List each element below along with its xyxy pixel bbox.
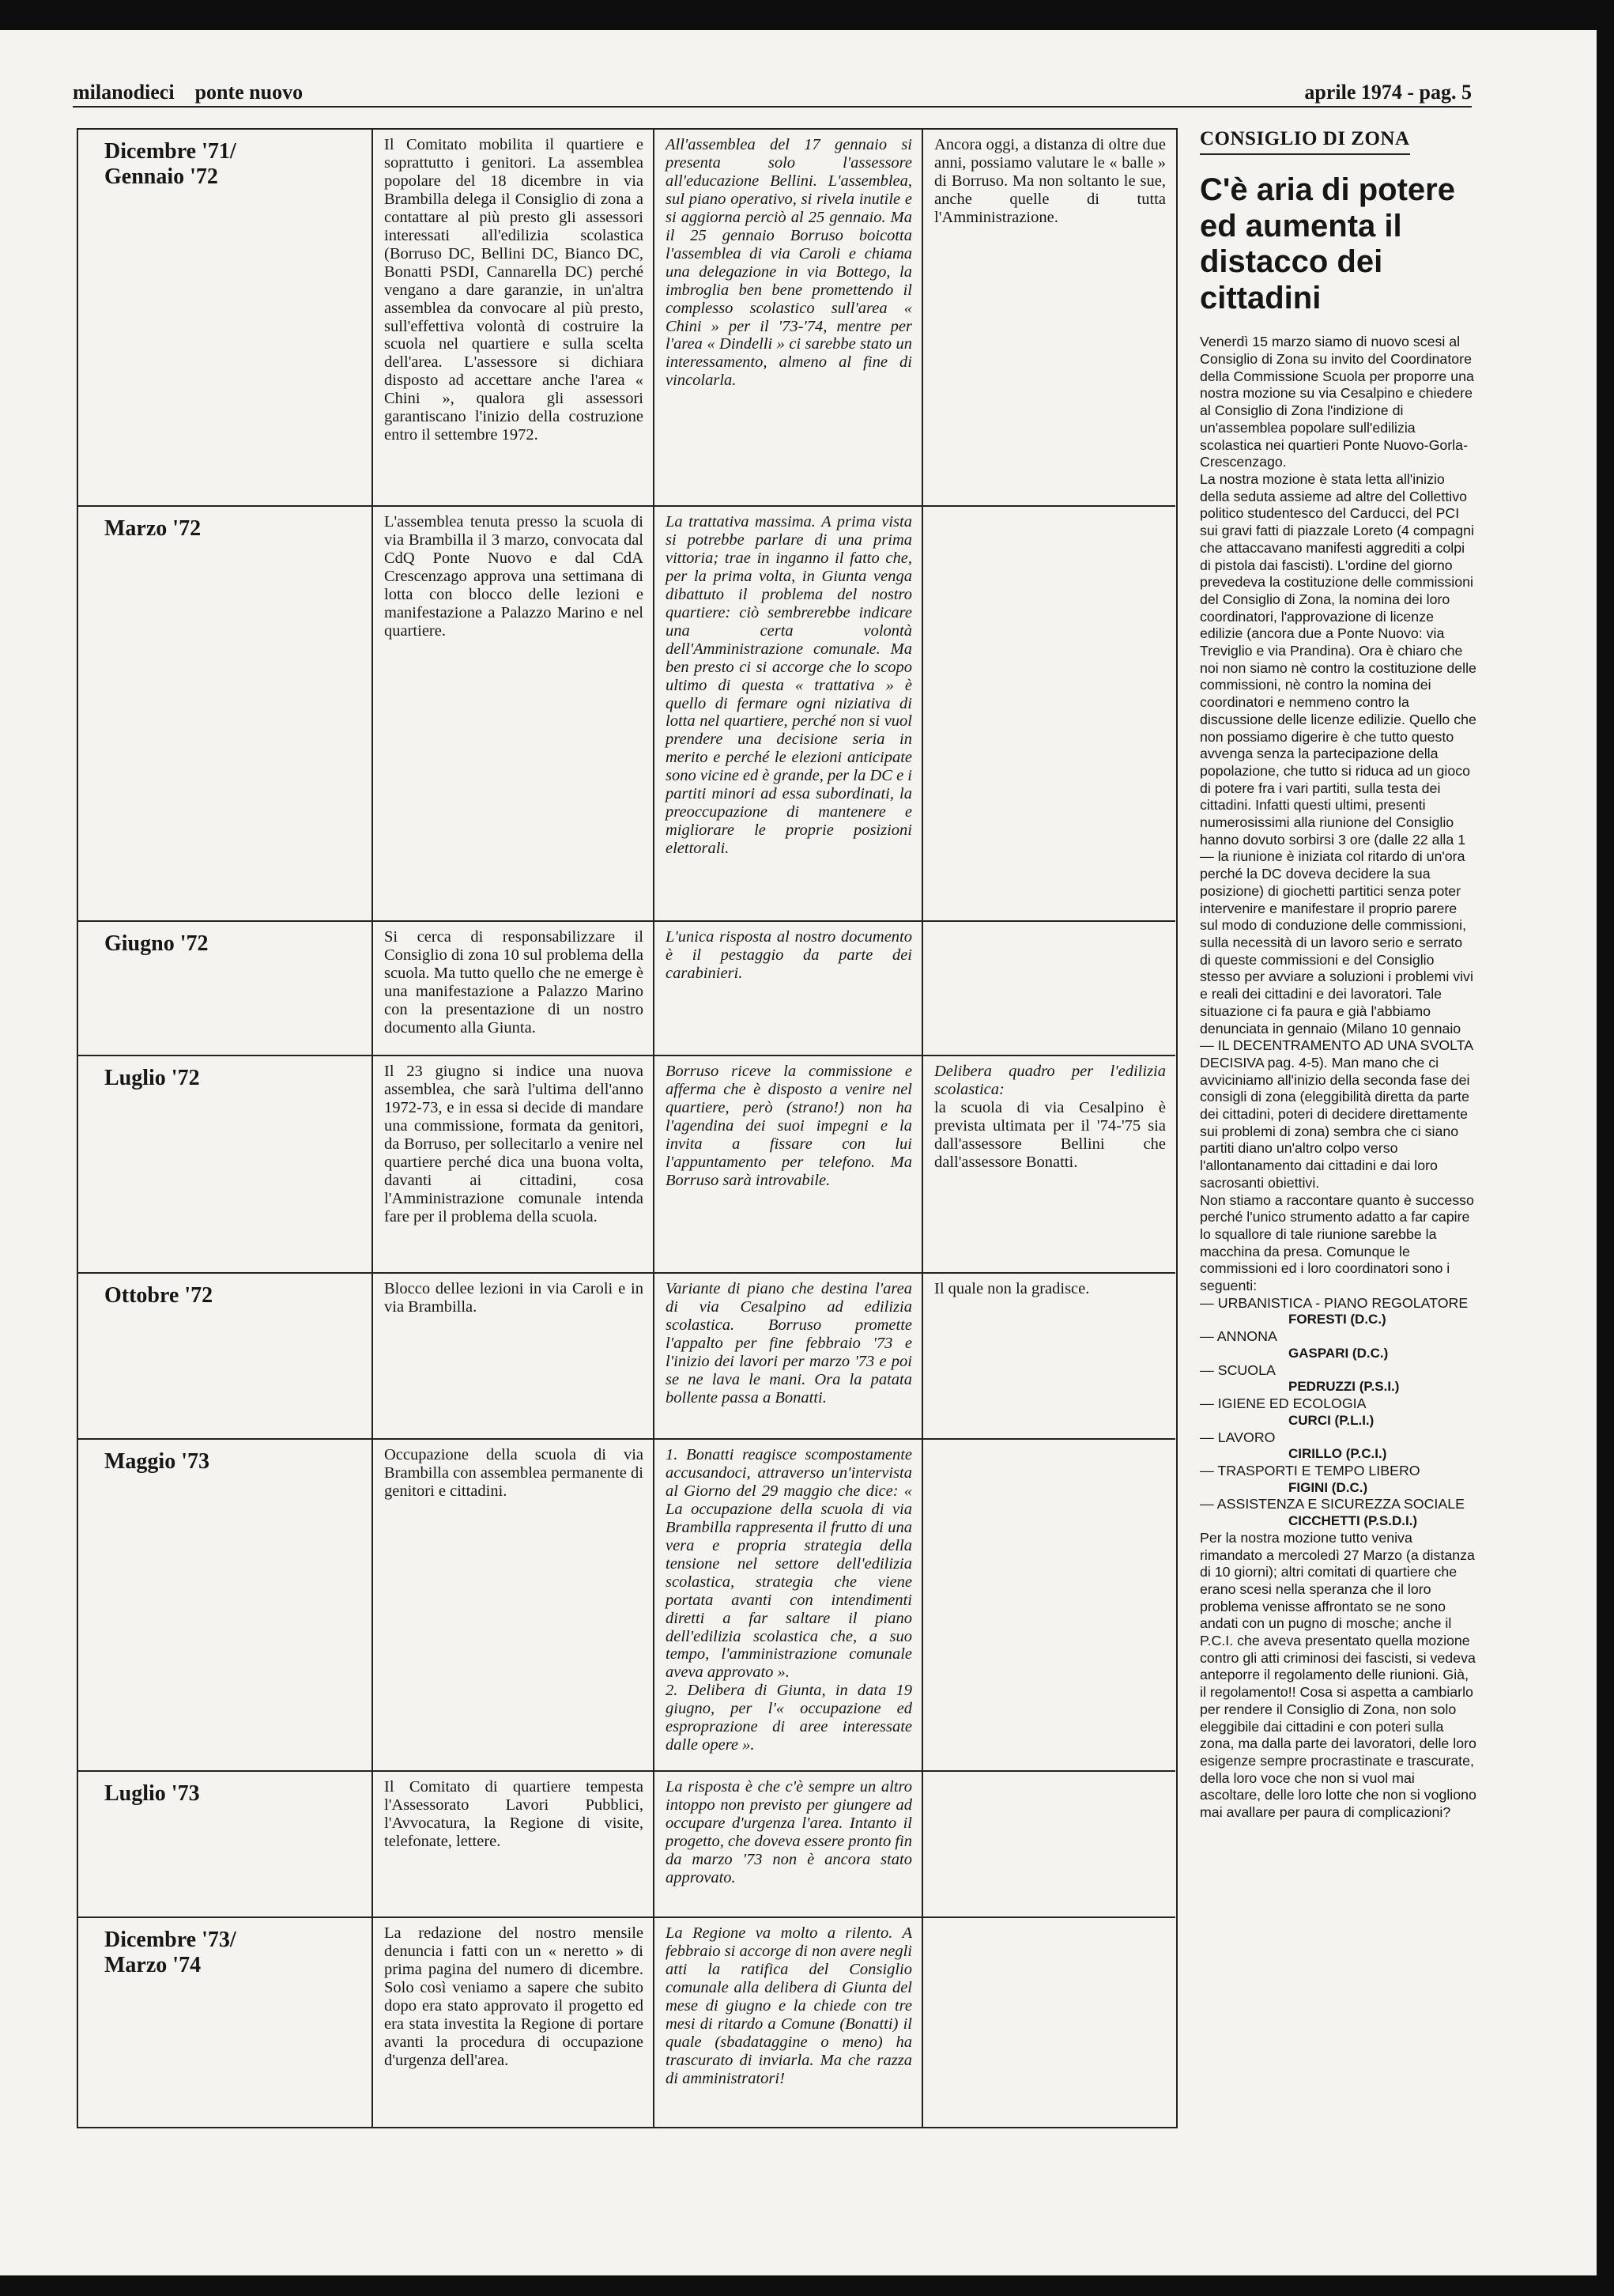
row-date: Ottobre '72 bbox=[78, 1274, 373, 1440]
row-comment: Borruso riceve la commissione e afferma che è disposto a venire nel quartiere, però (strano!) non ha l'agendina dei suoi impegni e la invita a fissare con lui l'appuntamento per telefono. Ma Borruso sarà introvabile. bbox=[654, 1056, 923, 1274]
commission-area: — URBANISTICA - PIANO REGOLATORE bbox=[1200, 1294, 1469, 1311]
article-paragraph: Venerdì 15 marzo siamo di nuovo scesi al Consiglio di Zona su invito del Coordinatore della Commissione Scuola per proporre una nostra mozione su via Cesalpino e chiedere al Consiglio di Zona l'indizione di un'assemblea popolare sull'edilizia scolastica nei quartieri Ponte Nuovo-Gorla-Crescenzago. bbox=[1200, 334, 1474, 470]
page-header bbox=[73, 73, 1472, 104]
row-facts: Si cerca di responsabilizzare il Consiglio di zona 10 sul problema della scuola. Ma tutto quello che ne emerge è una manifestazione a Palazzo Marino con la presentazione di un nostro documento alla Giunta. bbox=[373, 922, 654, 1056]
article-headline: C'è aria di potere ed aumenta il distacco dei cittadini bbox=[1200, 172, 1455, 315]
table-row bbox=[78, 1055, 1175, 1274]
row-facts: L'assemblea tenuta presso la scuola di via Brambilla il 3 marzo, convocata dal CdQ Ponte Nuovo e dal CdA Crescenzago approva una settimana di lotta con blocco delle lezioni e manifestazione a Palazzo Marino e nel quartiere. bbox=[373, 507, 654, 922]
table-row bbox=[78, 920, 1175, 1056]
row-comment: L'unica risposta al nostro documento è il pestaggio da parte dei carabinieri. bbox=[654, 922, 923, 1056]
article-paragraph: La nostra mozione è stata letta all'inizio della seduta assieme ad altre del Collettivo politico studentesco del Carducci, del PCI sui gravi fatti di piazzale Loreto (4 compagni che attaccavano manifesti aggrediti a colpi di pistola dai fascisti). L'ordine del giorno prevedeva la costituzione delle commissioni del Consiglio di Zona, la nomina dei loro coordinatori, l'approvazione di licenze edilizie (ancora due a Ponte Nuovo: via Treviglio e via Prandina). Ora è chiaro che noi non siamo nè contro la costituzione delle commissioni, nè contro la nomina dei coordinatori e nemmeno contro la discussione delle licenze edilizie. Quello che non possiamo digerire è che tutto questo avvenga senza la partecipazione della popolazione, che tutto si riduca ad un gioco di potere fra i vari partiti, sulla testa dei cittadini. Infatti questi ultimi, presenti numerosissimi alla riunione del Consiglio hanno dovuto sorbirsi 3 ore (dalle 22 alla 1 — la riunione è iniziata col ritardo di un'ora perché la DC doveva decidere la sua posizione) di giochetti partitici senza poter intervenire e manifestare il proprio parere sul modo di conduzione delle commissioni, sulla necessità di un lavoro serio e serrato di queste commissioni e del Consiglio stesso per avviare a soluzioni i problemi vivi e reali dei cittadini e dei lavoratori. Tale situazione ci fa paura e già l'abbiamo denunciata in gennaio (Milano 10 gennaio — IL DECENTRAMENTO AD UNA SVOLTA DECISIVA pag. 4-5). Man mano che ci avviciniamo all'inizio della seconda fase dei consigli di zona (eleggibilità diretta da parte dei cittadini, poteri di decidere direttamente sui problemi di zona) sembra che ci siano partiti diano un'altro colpo verso l'allontanamento dai cittadini e dai loro sacrosanti obiettivi. bbox=[1200, 471, 1476, 1191]
commission-area: — LAVORO bbox=[1200, 1429, 1276, 1445]
scan-bottom-border bbox=[0, 2275, 1614, 2296]
row-comment: All'assemblea del 17 gennaio si presenta solo l'assessore all'educazione Bellini. L'assemblea, sul piano operativo, si rivela inutile e si aggiorna perciò al 25 gennaio. Ma il 25 gennaio Borruso boicotta l'assemblea di via Caroli e chiama una delegazione in via Bottego, la imbroglia ben bene promettendo il complesso scolastico sull'area « Chini » per il '73-'74, mentre per l'area « Dindelli » ci sarebbe stato un interessamento, almeno al fine di vincolarla. bbox=[654, 130, 923, 505]
row-aftermath: Delibera quadro per l'edilizia scolastica: la scuola di via Cesalpino è prevista ultimata per il '74-'75 sia dall'assessore Bellini che dall'assessore Bonatti. bbox=[934, 1063, 1166, 1171]
table-row bbox=[78, 1916, 1175, 2128]
row-aftermath bbox=[923, 507, 1175, 922]
row-comment: 1. Bonatti reagisce scompostamente accusandoci, attraverso un'intervista al Giorno del 29 maggio che dice: « La occupazione della scuola di via Brambilla rappresenta il frutto di una vera e propria strategia della tensione nel settore dell'edilizia scolastica, strategia che viene portata avanti con intendimenti diretti a far saltare il piano dell'edilizia scolastica che, a suo tempo, l'amministrazione comunale aveva approvato ». 2. Delibera di Giunta, in data 19 giugno, per l'« occupazione ed esproprazione di aree interessate dalle opere ». bbox=[654, 1440, 923, 1772]
commission-area: — ANNONA bbox=[1200, 1328, 1277, 1345]
list-item bbox=[1200, 1463, 1476, 1496]
row-date: Luglio '73 bbox=[78, 1772, 373, 1918]
commission-area: — TRASPORTI E TEMPO LIBERO bbox=[1200, 1462, 1420, 1478]
commission-coordinator: PEDRUZZI (P.S.I.) bbox=[1288, 1379, 1400, 1395]
commission-area: — IGIENE ED ECOLOGIA bbox=[1200, 1395, 1367, 1412]
row-date: Luglio '72 bbox=[78, 1056, 373, 1274]
list-item bbox=[1200, 1429, 1476, 1463]
table-row bbox=[78, 1770, 1175, 1918]
row-comment: La risposta è che c'è sempre un altro intoppo non previsto per giungere ad occupare d'urgenza l'area. Intanto il progetto, che doveva essere pronto fin da marzo '73 non è ancora stato approvato. bbox=[654, 1772, 923, 1918]
commission-coordinator: FIGINI (D.C.) bbox=[1288, 1479, 1368, 1495]
commission-area: — ASSISTENZA E SICUREZZA SOCIALE bbox=[1200, 1496, 1465, 1512]
table-row bbox=[78, 505, 1175, 922]
row-date: Maggio '73 bbox=[78, 1440, 373, 1772]
row-aftermath bbox=[923, 1440, 1175, 1772]
row-facts: Il Comitato di quartiere tempesta l'Assessorato Lavori Pubblici, l'Avvocatura, la Regione di visite, telefonate, lettere. bbox=[373, 1772, 654, 1918]
list-item bbox=[1200, 1328, 1476, 1361]
commission-coordinator: CURCI (P.L.I.) bbox=[1288, 1412, 1375, 1428]
row-facts: Il 23 giugno si indice una nuova assemblea, che sarà l'ultima dell'anno 1972-73, e in essa si decide di mandare una commissione, formata da genitori, da Borruso, per sollecitarlo a venire nel quartiere perché dica una buona volta, davanti ai cittadini, cosa l'Amministrazione comunale intenda fare per il problema della scuola. bbox=[373, 1056, 654, 1274]
commission-coordinator: GASPARI (D.C.) bbox=[1288, 1345, 1389, 1361]
commission-coordinator: CIRILLO (P.C.I.) bbox=[1288, 1446, 1387, 1462]
row-aftermath bbox=[923, 1918, 1175, 2128]
article-closing-paragraph: Per la nostra mozione tutto veniva rimandato a mercoledì 27 Marzo (a distanza di 10 giorni); altri comitati di quartiere che erano scesi nella speranza che il loro problema venisse affrontato se ne sono andati con un pugno di mosche; anche il P.C.I. che aveva presentato quella mozione contro gli atti criminosi dei fascisti, si vedeva anteporre il regolamento delle riunioni. Già, il regolamento!! Cosa si aspetta a cambiarlo per rendere il Consiglio di Zona, non solo eleggibile dai cittadini e con poteri sulla zona, ma dalla parte dei lavoratori, delle loro esigenze sempre procrastinate e trascurate, della loro voce che non si vuol mai ascoltare, delle loro lotte che non si vogliono mai avallare per paura di complicazioni? bbox=[1200, 1529, 1476, 1821]
row-comment: La trattativa massima. A prima vista si potrebbe parlare di una prima vittoria; trae in inganno il fatto che, per la prima volta, in Giunta venga dibattuto il problema del nostro quartiere: ciò sembrerebbe indicare una certa volontà dell'Amministrazione comunale. Ma ben presto ci si accorge che lo scopo ultimo di questa « trattativa » è quello di fermare ogni niziativa di lotta nel quartiere, perché non si vuol prendere una decisione seria in merito e perché le elezioni anticipate sono vicine ed è grande, per la DC e i partiti minori ad essa subordinati, la preoccupazione di mantenere e migliorare le proprie posizioni elettorali. bbox=[654, 507, 923, 922]
row-date: Dicembre '73/ Marzo '74 bbox=[78, 1918, 373, 2128]
commission-area: — SCUOLA bbox=[1200, 1361, 1276, 1378]
sidebar-article bbox=[1200, 128, 1476, 1822]
scan-right-border bbox=[1597, 0, 1614, 2296]
row-comment: Variante di piano che destina l'area di via Cesalpino ad edilizia scolastica. Borruso promette l'appalto per fine febbraio '73 e l'inizio dei lavori per marzo '73 e poi se ne lava le mani. Ora la patata bollente passa a Bonatti. bbox=[654, 1274, 923, 1440]
row-facts: Blocco dellee lezioni in via Caroli e in via Brambilla. bbox=[373, 1274, 654, 1440]
article-section-label: CONSIGLIO DI ZONA bbox=[1200, 128, 1410, 155]
header-date-page: aprile 1974 - pag. 5 bbox=[1304, 81, 1472, 104]
header-section-name: ponte nuovo bbox=[194, 81, 304, 104]
row-aftermath: Il quale non la gradisce. bbox=[934, 1280, 1090, 1297]
header-publication bbox=[73, 81, 323, 104]
header-publication-name: milanodieci bbox=[73, 81, 175, 104]
table-row bbox=[78, 1438, 1175, 1772]
commission-coordinator: CICCHETTI (P.S.D.I.) bbox=[1288, 1513, 1418, 1529]
commission-coordinator: FORESTI (D.C.) bbox=[1288, 1312, 1386, 1327]
article-paragraph: Non stiamo a raccontare quanto è successo perché l'unico strumento adatto a far capire lo squallore di tale riunione sarebbe la macchina da presa. Comunque le commissioni ed i loro coordinatori sono i seguenti: bbox=[1200, 1191, 1474, 1294]
row-date: Marzo '72 bbox=[78, 507, 373, 922]
row-facts: Il Comitato mobilita il quartiere e soprattutto i genitori. La assemblea popolare del 18 dicembre in via Brambilla delega il Consiglio di zona a contattare al più presto gli assessori interessati all'edilizia scolastica (Borruso DC, Bellini DC, Bianco DC, Bonatti PSDI, Cannarella DC) perché vengano a dare garanzie, in un'altra assemblea da convocare al più presto, sull'effettiva volontà di costruire la scuola nel quartiere e sulla scelta dell'area. L'assessore si dichiara disposto ad accettare anche l'area « Chini », qualora gli assessori garantiscano l'inizio della costruzione entro il settembre 1972. bbox=[373, 130, 654, 505]
row-comment: La Regione va molto a rilento. A febbraio si accorge di non avere negli atti la ratifica del Consiglio comunale alla delibera di Giunta del mese di giugno e la chiede con tre mesi di ritardo a Comune (Bonatti) il quale (sbadataggine o meno) ha trascurato di inviarla. Ma che razza di amministratori! bbox=[654, 1918, 923, 2128]
header-rule bbox=[73, 106, 1472, 108]
row-facts: Occupazione della scuola di via Brambilla con assemblea permanente di genitori e cittadini. bbox=[373, 1440, 654, 1772]
timeline-table bbox=[77, 128, 1178, 2128]
row-date: Dicembre '71/ Gennaio '72 bbox=[78, 130, 373, 505]
article-body bbox=[1200, 334, 1476, 1821]
table-row bbox=[78, 130, 1175, 505]
row-aftermath: Ancora oggi, a distanza di oltre due anni, possiamo valutare le « balle » di Borruso. Ma non soltanto le sue, anche quelle di tutta l'Amministrazione. bbox=[934, 136, 1166, 226]
scan-top-border bbox=[0, 0, 1614, 30]
aftermath-label: Delibera quadro per l'edilizia scolastica: bbox=[934, 1063, 1166, 1098]
list-item bbox=[1200, 1395, 1476, 1429]
list-item bbox=[1200, 1496, 1476, 1529]
row-facts: La redazione del nostro mensile denuncia i fatti con un « neretto » di prima pagina del numero di dicembre. Solo così veniamo a sapere che subito dopo era stato approvato il progetto ed era stata investita la Regione di portare avanti la procedura di occupazione d'urgenza dell'area. bbox=[373, 1918, 654, 2128]
commission-list bbox=[1200, 1295, 1476, 1530]
row-date: Giugno '72 bbox=[78, 922, 373, 1056]
row-aftermath bbox=[923, 922, 1175, 1056]
table-row bbox=[78, 1272, 1175, 1440]
row-aftermath bbox=[923, 1772, 1175, 1918]
list-item bbox=[1200, 1295, 1476, 1328]
list-item bbox=[1200, 1362, 1476, 1395]
